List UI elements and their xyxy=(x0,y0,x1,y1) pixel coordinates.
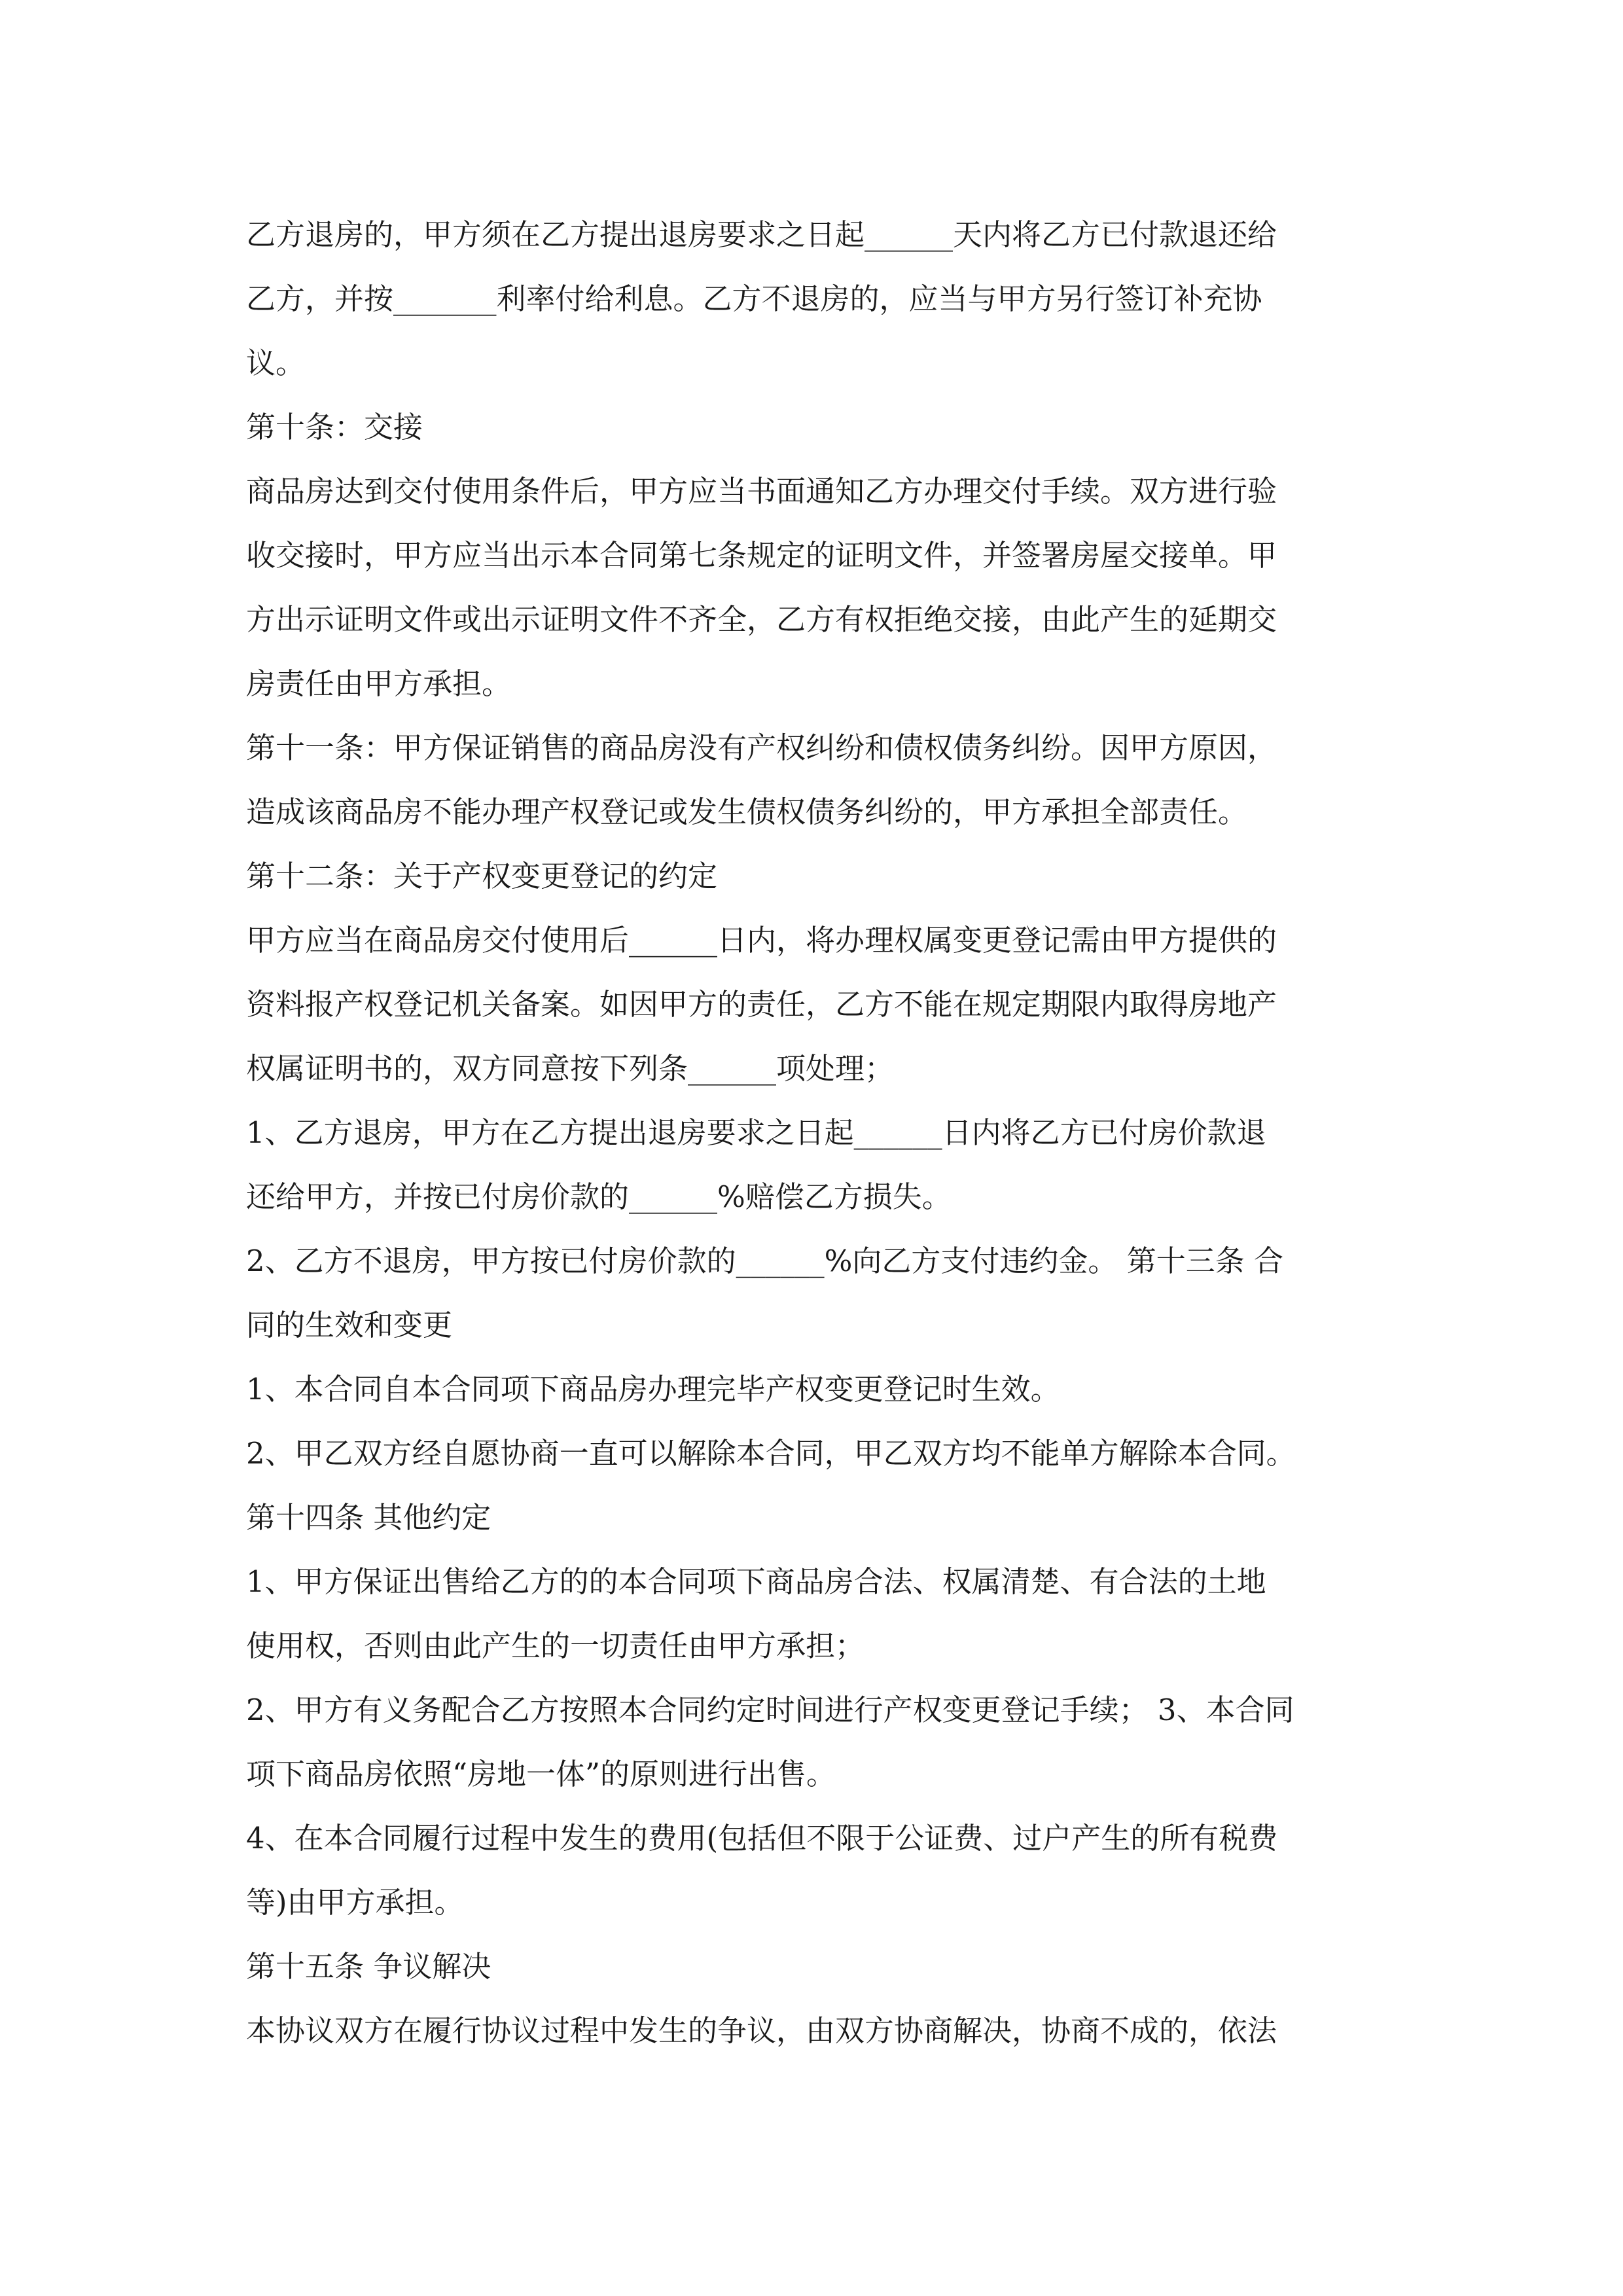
text-line: 甲方应当在商品房交付使用后______日内，将办理权属变更登记需由甲方提供的 xyxy=(246,923,1277,958)
text-line: 房责任由甲方承担。 xyxy=(246,666,512,701)
text-line: 第十一条：甲方保证销售的商品房没有产权纠纷和债权债务纠纷。因甲方原因， xyxy=(246,730,1277,765)
section-heading: 第十四条 其他约定 xyxy=(246,1500,491,1535)
text-line: 使用权，否则由此产生的一切责任由甲方承担； xyxy=(246,1628,865,1663)
section-heading: 第十二条：关于产权变更登记的约定 xyxy=(246,859,718,893)
text-line: 等)由甲方承担。 xyxy=(246,1885,464,1920)
text-line: 2、乙方不退房，甲方按已付房价款的______%向乙方支付违约金。 第十三条 合 xyxy=(246,1244,1283,1278)
text-line: 收交接时，甲方应当出示本合同第七条规定的证明文件，并签署房屋交接单。甲 xyxy=(246,538,1277,573)
text-line: 1、本合同自本合同项下商品房办理完毕产权变更登记时生效。 xyxy=(246,1372,1060,1407)
document-body xyxy=(246,203,1385,2063)
section-heading: 第十五条 争议解决 xyxy=(246,1949,491,1984)
text-line: 1、甲方保证出售给乙方的的本合同项下商品房合法、权属清楚、有合法的土地 xyxy=(246,1564,1266,1599)
text-line: 资料报产权登记机关备案。如因甲方的责任，乙方不能在规定期限内取得房地产 xyxy=(246,987,1277,1022)
text-line: 本协议双方在履行协议过程中发生的争议，由双方协商解决，协商不成的，依法 xyxy=(246,2013,1277,2048)
text-line: 还给甲方，并按已付房价款的______%赔偿乙方损失。 xyxy=(246,1179,952,1214)
text-line: 造成该商品房不能办理产权登记或发生债权债务纠纷的，甲方承担全部责任。 xyxy=(246,795,1248,829)
text-line: 乙方退房的，甲方须在乙方提出退房要求之日起______天内将乙方已付款退还给 xyxy=(246,217,1277,252)
text-line: 4、在本合同履行过程中发生的费用(包括但不限于公证费、过户产生的所有税费 xyxy=(246,1821,1278,1856)
text-line: 乙方，并按_______利率付给利息。乙方不退房的，应当与甲方另行签订补充协 xyxy=(246,281,1262,316)
text-line: 方出示证明文件或出示证明文件不齐全，乙方有权拒绝交接，由此产生的延期交 xyxy=(246,602,1277,637)
text-line: 2、甲方有义务配合乙方按照本合同约定时间进行产权变更登记手续； 3、本合同 xyxy=(246,1693,1294,1727)
text-line: 1、乙方退房，甲方在乙方提出退房要求之日起______日内将乙方已付房价款退 xyxy=(246,1115,1266,1150)
section-heading: 第十条：交接 xyxy=(246,410,423,444)
text-line: 商品房达到交付使用条件后，甲方应当书面通知乙方办理交付手续。双方进行验 xyxy=(246,474,1277,509)
text-line: 权属证明书的，双方同意按下列条______项处理； xyxy=(246,1051,895,1086)
text-line: 项下商品房依照“房地一体”的原则进行出售。 xyxy=(246,1757,836,1791)
text-line: 2、甲乙双方经自愿协商一直可以解除本合同，甲乙双方均不能单方解除本合同。 xyxy=(246,1436,1296,1471)
text-line: 同的生效和变更 xyxy=(246,1308,453,1342)
text-line: 议。 xyxy=(246,346,306,380)
